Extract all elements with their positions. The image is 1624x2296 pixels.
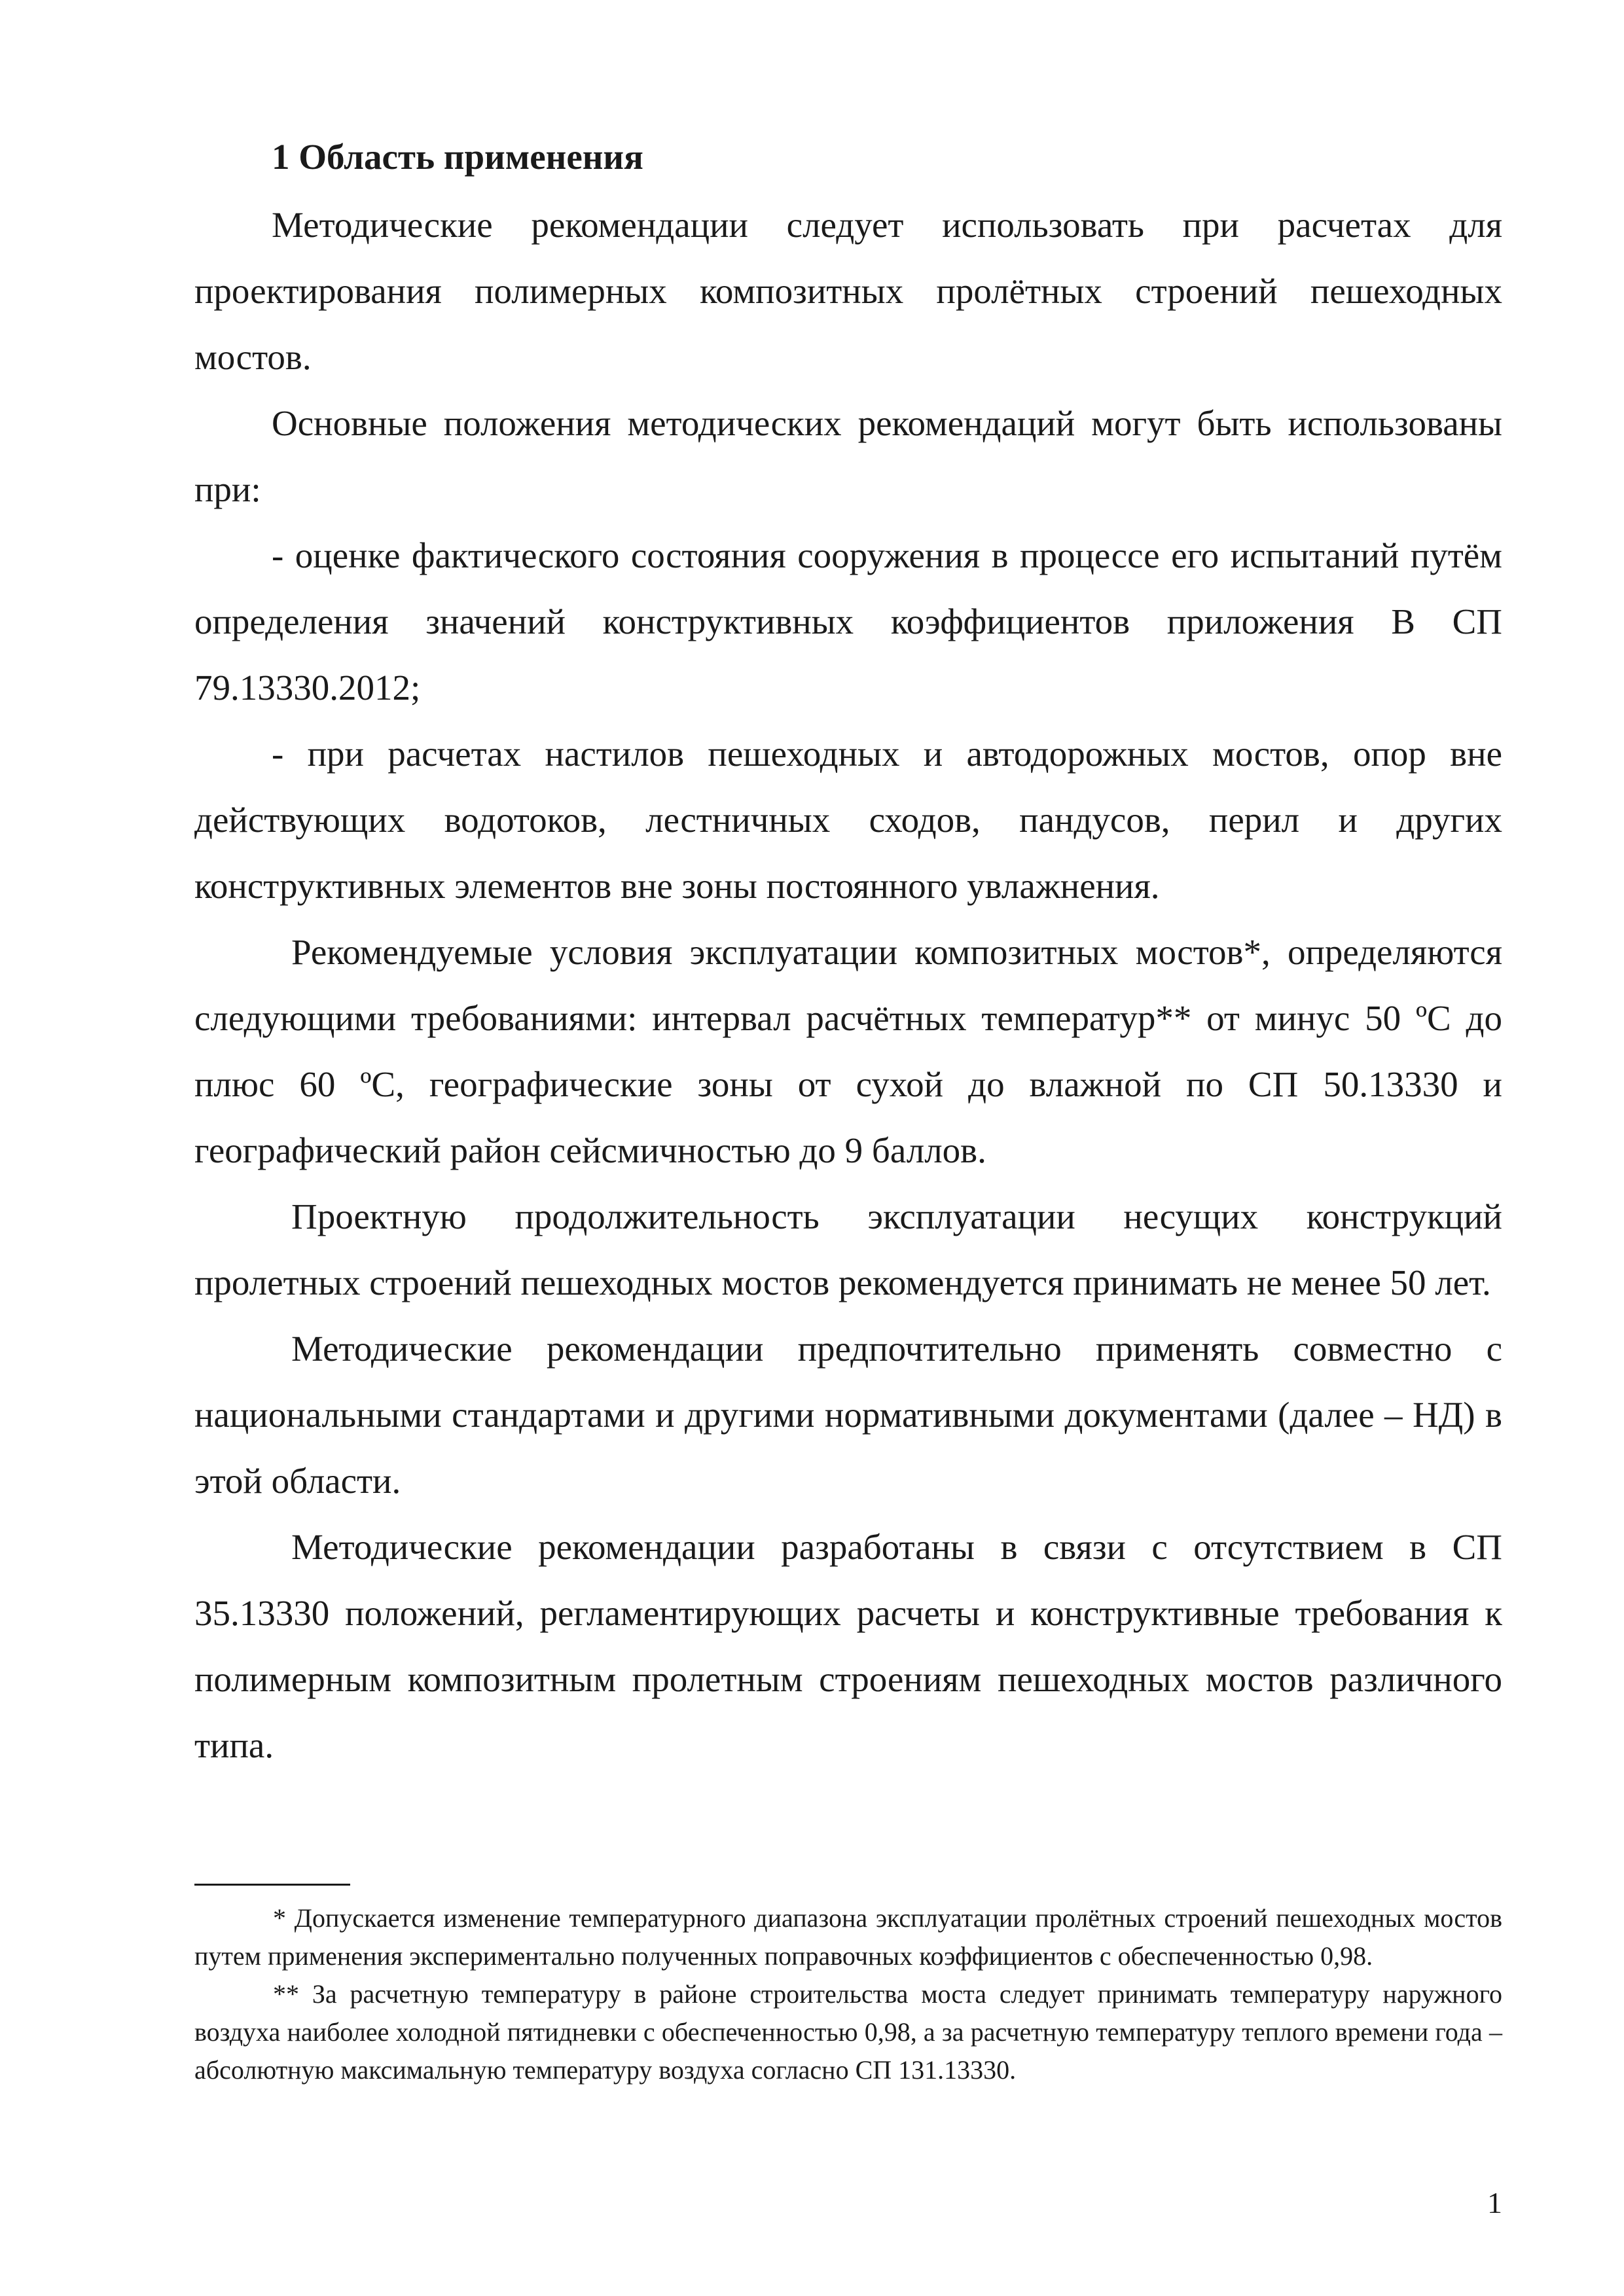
footnote-1: * Допускается изменение температурного диапазона эксплуатации пролётных строений пешеходных мостов путем применения экспериментально полученных поправочных коэффициентов с обеспеченностью 0,98. — [194, 1903, 1502, 1971]
paragraph-scope: Методические рекомендации следует использовать при расчетах для проектирования полимерных композитных пролётных строений пешеходных мостов. — [194, 205, 1502, 377]
footnote-2: ** За расчетную температуру в районе строительства моста следует принимать температуру наружного воздуха наиболее холодной пятидневки с обеспеченностью 0,98, а за расчетную температуру теплого времени года – абсолютную максимальную температуру воздуха согласно СП 131.13330. — [194, 1979, 1502, 2085]
paragraph-standards: Методические рекомендации предпочтительно применять совместно с национальными стандартами и другими нормативными документами (далее – НД) в этой области. — [194, 1329, 1502, 1501]
footnotes — [194, 1899, 1502, 2089]
main-content — [194, 134, 1502, 1778]
paragraph-operating-conditions: Рекомендуемые условия эксплуатации композитных мостов*, определяются следующими требованиями: интервал расчётных температур** от минус 50 ºС до плюс 60 ºС, географические зоны от сухой до влажной по СП 50.13330 и географический район сейсмичностью до 9 баллов. — [194, 932, 1502, 1170]
paragraph-rationale: Методические рекомендации разработаны в связи с отсутствием в СП 35.13330 положений, регламентирующих расчеты и конструктивные требования к полимерным композитным пролетным строениям пешеходных мостов различного типа. — [194, 1527, 1502, 1765]
list-item-assessment: - оценке фактического состояния сооружения в процессе его испытаний путём определения значений конструктивных коэффициентов приложения В СП 79.13330.2012; — [194, 535, 1502, 708]
page-number: 1 — [1487, 2186, 1502, 2219]
section-heading: 1 Область применения — [272, 137, 643, 177]
list-item-calculations: - при расчетах настилов пешеходных и автодорожных мостов, опор вне действующих водотоков, лестничных сходов, пандусов, перил и других конструктивных элементов вне зоны постоянного увлажнения. — [194, 734, 1502, 906]
footnote-separator — [194, 1884, 350, 1886]
paragraph-provisions: Основные положения методических рекомендаций могут быть использованы при: — [194, 403, 1502, 509]
paragraph-service-life: Проектную продолжительность эксплуатации несущих конструкций пролетных строений пешеходных мостов рекомендуется принимать не менее 50 лет. — [194, 1196, 1502, 1302]
